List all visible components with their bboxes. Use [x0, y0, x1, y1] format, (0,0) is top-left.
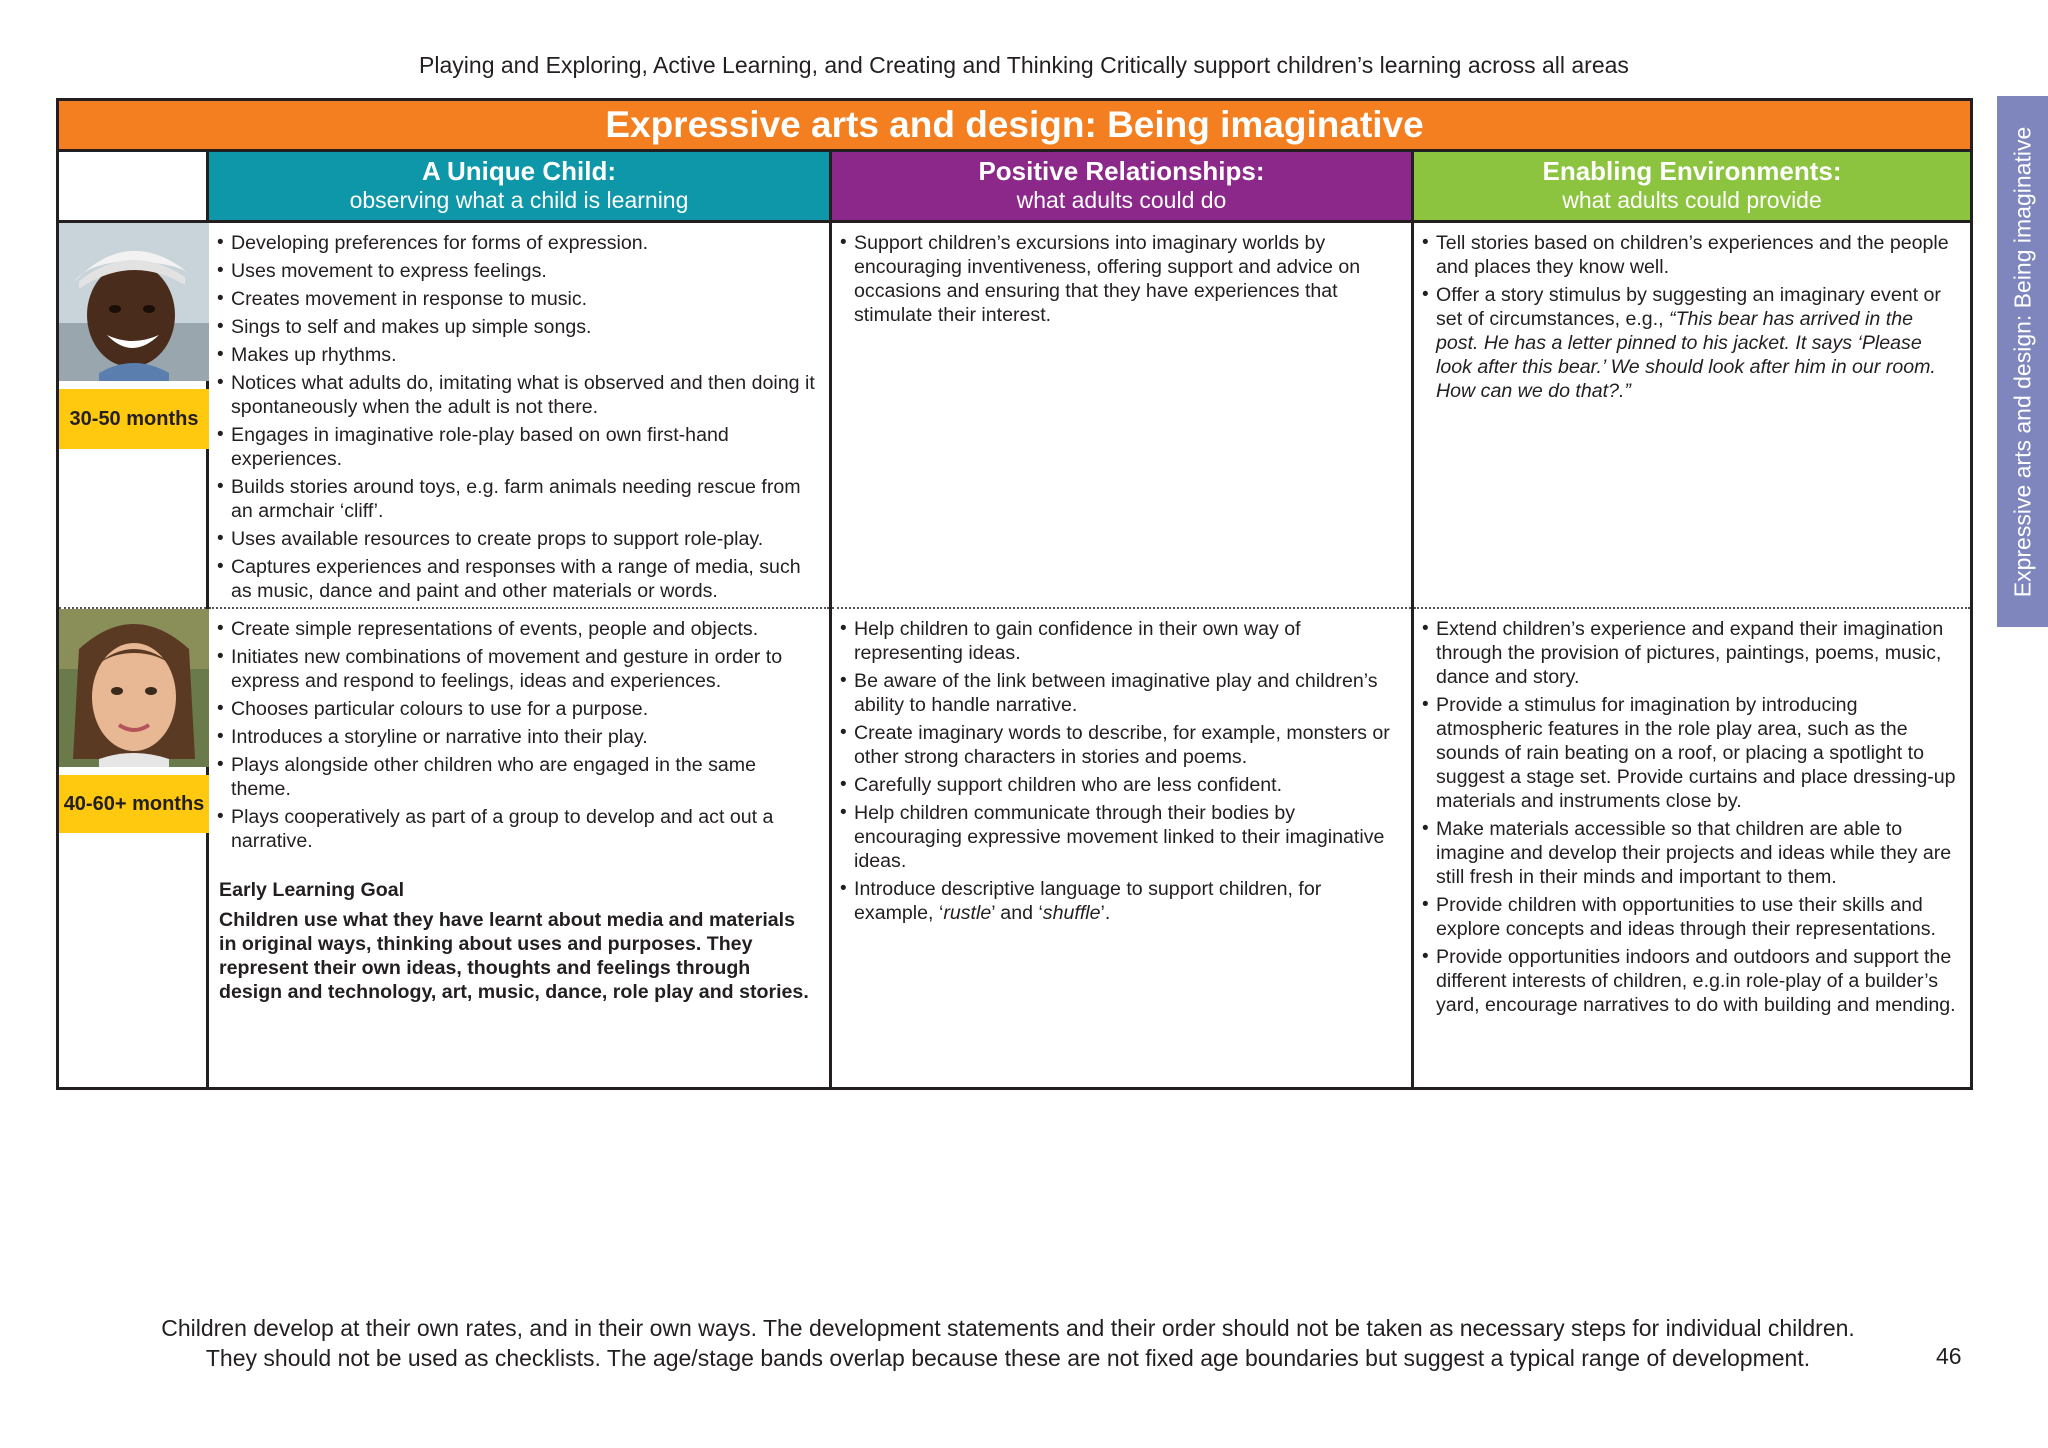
list-item: • Provide opportunities indoors and outdoors and support the different interests of children, e.g.in role-play of a builder’s yard, encourage narratives to do with building and mending. — [1422, 945, 1960, 1017]
list-item: • Provide children with opportunities to use their skills and explore concepts and ideas through their representations. — [1422, 893, 1960, 941]
list-item: • Developing preferences for forms of expression. — [217, 231, 819, 255]
unique-child-cell — [208, 608, 831, 1089]
item-word: shuffle — [1042, 902, 1101, 924]
list-item: • Builds stories around toys, e.g. farm animals needing rescue from an armchair ‘cliff’. — [217, 475, 819, 523]
side-tab-label: Expressive arts and design: Being imaginative — [2009, 126, 2035, 597]
header-title: Positive Relationships: — [978, 156, 1265, 186]
header-unique-child — [208, 151, 831, 222]
list-item: • Make materials accessible so that children are able to imagine and develop their projects and ideas while they are still fresh in their minds and important to them. — [1422, 817, 1960, 889]
list-item: • Support children’s excursions into imaginary worlds by encouraging inventiveness, offering support and advice on occasions and ensuring that they have experiences that stimulate their interest. — [840, 231, 1401, 327]
list-item: • Creates movement in response to music. — [217, 287, 819, 311]
list-item: • Carefully support children who are less confident. — [840, 773, 1401, 797]
list-item: • Engages in imaginative role-play based on own first-hand experiences. — [217, 423, 819, 471]
page-number: 46 — [1936, 1343, 1962, 1369]
header-subtitle: observing what a child is learning — [349, 187, 689, 213]
positive-relationships-cell — [831, 222, 1413, 609]
child-photo-girl — [59, 609, 209, 767]
early-learning-goal-text: Children use what they have learnt about media and materials in original ways, thinking about uses and purposes. They represent their own ideas, thoughts and feelings through design and technology, art, music, dance, role play and stories. — [219, 909, 809, 1003]
list-item: • Help children communicate through their bodies by encouraging expressive movement linked to their imaginative ideas. — [840, 801, 1401, 873]
item-text: Tell stories based on children’s experiences and the people and places they know well. — [1436, 232, 1949, 278]
list-item: • Help children to gain confidence in their own way of representing ideas. — [840, 617, 1401, 665]
enabling-environments-cell — [1413, 608, 1972, 1089]
header-positive-relationships — [831, 151, 1413, 222]
list-item: • Initiates new combinations of movement and gesture in order to express and respond to feelings, ideas and experiences. — [217, 645, 819, 693]
list-item: • Plays cooperatively as part of a group to develop and act out a narrative. — [217, 805, 819, 853]
list-item: • Introduces a storyline or narrative into their play. — [217, 725, 819, 749]
list-item — [840, 877, 1401, 925]
header-subtitle: what adults could do — [1016, 187, 1227, 213]
table-row — [58, 222, 1972, 609]
list-item: • Notices what adults do, imitating what is observed and then doing it spontaneously when the adult is not there. — [217, 371, 819, 419]
enabling-environments-cell — [1413, 222, 1972, 609]
header-title: A Unique Child: — [421, 156, 616, 186]
early-learning-goal-heading: Early Learning Goal — [219, 879, 405, 901]
list-item: • Uses available resources to create props to support role-play. — [217, 527, 819, 551]
list-item: • Be aware of the link between imaginative play and children’s ability to handle narrative. — [840, 669, 1401, 717]
item-text: Offer a story stimulus by suggesting an imaginary event or set of circumstances, e.g., — [1436, 284, 1941, 330]
age-cell — [58, 222, 208, 609]
planning-table — [56, 98, 1973, 1090]
item-word: rustle — [943, 902, 992, 924]
positive-relationships-cell — [831, 608, 1413, 1089]
age-band-badge: 40-60+ months — [59, 775, 209, 833]
list-item: • Uses movement to express feelings. — [217, 259, 819, 283]
item-text: ’. — [1100, 902, 1111, 924]
item-text: Introduce descriptive language to support children, for example, ‘ — [854, 878, 1322, 924]
top-note: Playing and Exploring, Active Learning, and Creating and Thinking Critically support children’s learning across all areas — [419, 52, 1629, 78]
list-item: • Chooses particular colours to use for a purpose. — [217, 697, 819, 721]
item-quote: “This bear has arrived in the post. He has a letter pinned to his jacket. It says ‘Please look after this bear.’ We should look after him in our room. How can we do that?.” — [1436, 308, 1936, 402]
header-enabling-environments — [1413, 151, 1972, 222]
age-band-badge: 30-50 months — [59, 389, 209, 449]
list-item: • Plays alongside other children who are engaged in the same theme. — [217, 753, 819, 801]
side-tab — [1997, 96, 2048, 627]
list-item: • Create imaginary words to describe, for example, monsters or other strong characters in stories and poems. — [840, 721, 1401, 769]
child-photo-boy — [59, 223, 209, 381]
list-item — [1422, 231, 1960, 279]
unique-child-cell — [208, 222, 831, 609]
age-cell — [58, 608, 208, 1089]
header-subtitle: what adults could provide — [1562, 187, 1822, 213]
item-text: ’ and ‘ — [991, 902, 1043, 924]
list-item: • Captures experiences and responses with a range of media, such as music, dance and paint and other materials or words. — [217, 555, 819, 603]
table-title: Expressive arts and design: Being imaginative — [58, 100, 1972, 151]
list-item: • Sings to self and makes up simple songs. — [217, 315, 819, 339]
list-item: • Makes up rhythms. — [217, 343, 819, 367]
footer-note — [0, 1313, 2016, 1373]
footer-line: Children develop at their own rates, and in their own ways. The development statements and their order should not be taken as necessary steps for individual children. — [161, 1315, 1855, 1341]
list-item: • Create simple representations of events, people and objects. — [217, 617, 819, 641]
list-item: • Extend children’s experience and expand their imagination through the provision of pictures, paintings, poems, music, dance and story. — [1422, 617, 1960, 689]
empty-header-cell — [58, 151, 208, 222]
table-row — [58, 608, 1972, 1089]
header-title: Enabling Environments: — [1542, 156, 1842, 186]
list-item — [1422, 283, 1960, 403]
list-item: • Provide a stimulus for imagination by introducing atmospheric features in the role play area, such as the sounds of rain beating on a roof, or placing a spotlight to suggest a stage set. Provide curtains and place dressing-up materials and instruments close by. — [1422, 693, 1960, 813]
footer-line: They should not be used as checklists. The age/stage bands overlap because these are not fixed age boundaries but suggest a typical range of development. — [205, 1345, 1811, 1371]
